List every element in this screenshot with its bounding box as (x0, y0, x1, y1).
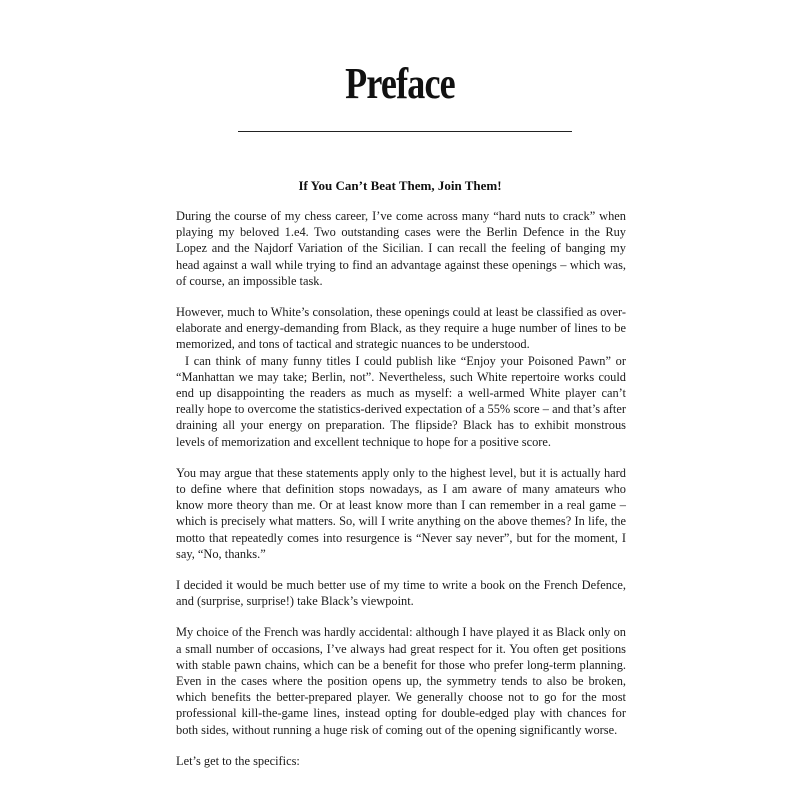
paragraph: You may argue that these statements apply only to the highest level, but it is actually hard to define where that definition stops nowadays, as I am aware of many amateurs who know more theory than me. Or at least know more than I can remember in a real game – which is precisely what matters. So, will I write anything on the above themes? In life, the motto that repeatedly comes into resurgence is “Never say never”, but for the moment, I say, “No, thanks.” (176, 465, 626, 561)
paragraph: I decided it would be much better use of my time to write a book on the French Defence, and (surprise, surprise!) take Black’s viewpoint. (176, 578, 626, 609)
body-text (176, 208, 626, 784)
section-heading: If You Can’t Beat Them, Join Them! (298, 178, 502, 193)
page-title: Preface (345, 59, 455, 108)
paragraph: However, much to White’s consolation, these openings could at least be classified as over-elaborate and energy-demanding from Black, as they require a huge number of lines to be memorized, and tons of tactical and strategic nuances to be understood. (176, 305, 626, 352)
paragraph: My choice of the French was hardly accidental: although I have played it as Black only on a small number of occasions, I’ve always had great respect for it. You often get positions with stable pawn chains, which can be a benefit for those who prefer long-term planning. Even in the cases where the position opens up, the symmetry tends to also be broken, which benefits the better-prepared player. We generally choose not to go for the most professional kill-the-game lines, instead opting for double-edged play with chances for both sides, without running a huge risk of coming out of the opening significantly worse. (176, 625, 626, 737)
paragraph: I can think of many funny titles I could publish like “Enjoy your Poisoned Pawn” or “Manhattan we may take; Berlin, not”. Nevertheless, such White repertoire works could end up disappointing the readers as much as myself: a well-armed White player can’t really hope to overcome the statistics-derived expectation of a 55% score – and that’s after draining all your energy on preparation. The flipside? Black has to exhibit monstrous levels of memorization and excellent technique to hope for a positive score. (176, 353, 626, 449)
title-divider (238, 131, 572, 132)
paragraph: During the course of my chess career, I’ve come across many “hard nuts to crack” when playing my beloved 1.e4. Two outstanding cases were the Berlin Defence in the Ruy Lopez and the Najdorf Variation of the Sicilian. I can recall the feeling of banging my head against a wall while trying to find an advantage against these openings – which was, of course, an impossible task. (176, 209, 626, 288)
paragraph: Let’s get to the specifics: (176, 753, 300, 768)
